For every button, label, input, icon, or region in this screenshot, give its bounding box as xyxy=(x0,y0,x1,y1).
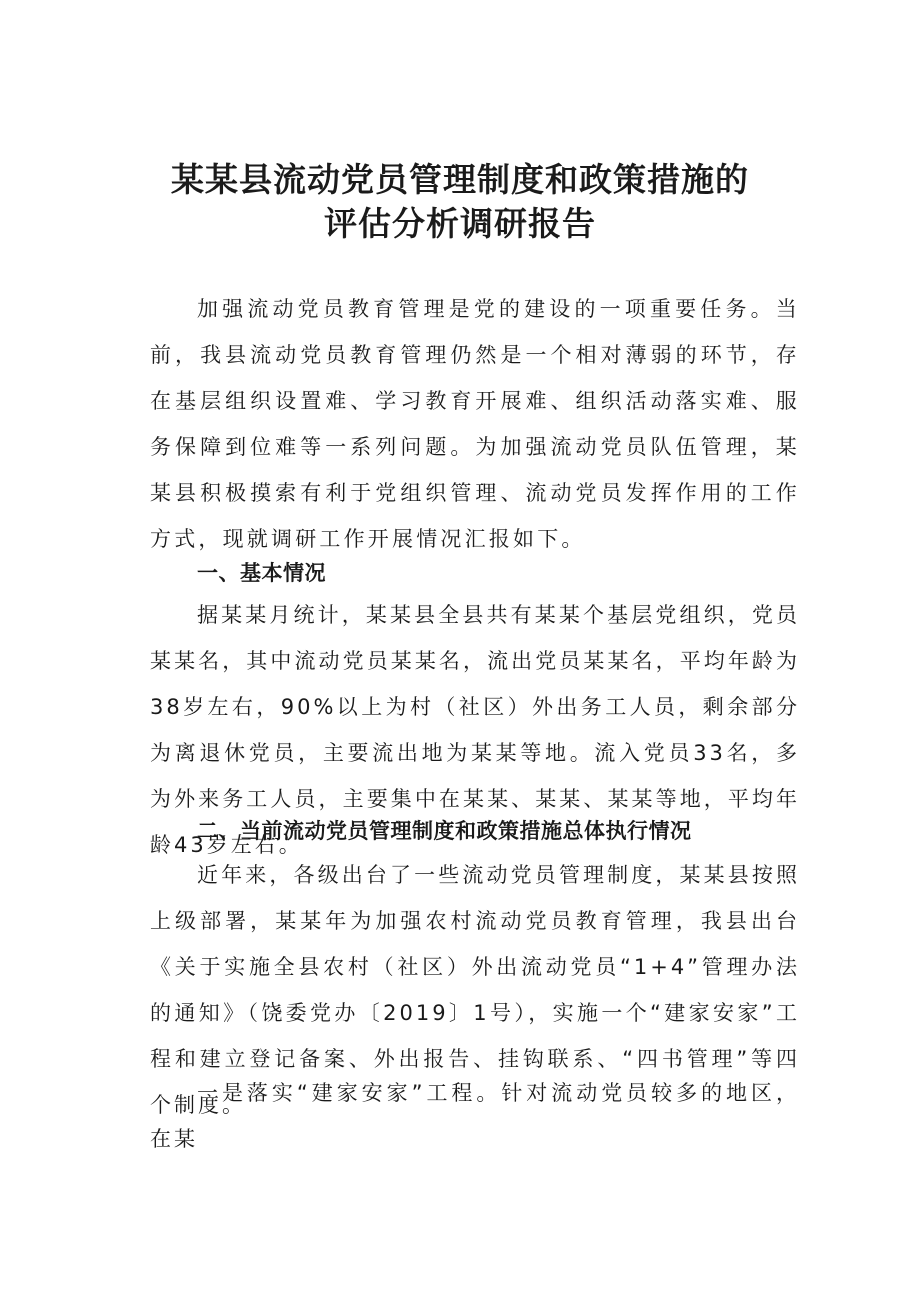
section-heading-implementation: 二、当前流动党员管理制度和政策措施总体执行情况 xyxy=(197,819,692,843)
section-heading-1-wrap xyxy=(150,550,800,596)
document-title-line-1: 某某县流动党员管理制度和政策措施的 xyxy=(171,160,749,199)
measure-one-section xyxy=(150,1070,800,1162)
document-title-line-2: 评估分析调研报告 xyxy=(324,204,596,243)
implementation-paragraph: 近年来，各级出台了一些流动党员管理制度，某某县按照上级部署，某某年为加强农村流动党员教育管理，我县出台《关于实施全县农村（社区）外出流动党员“1+4”管理办法的通知》（饶委党办〔2019〕1号），实施一个“建家安家”工程和建立登记备案、外出报告、挂钩联系、“四书管理”等四个制度。 xyxy=(150,863,800,1117)
section-heading-basic-situation: 一、基本情况 xyxy=(197,561,326,585)
section-heading-2-wrap xyxy=(150,808,800,854)
measure-one-paragraph: 一是落实“建家安家”工程。针对流动党员较多的地区，在某 xyxy=(150,1081,800,1151)
intro-paragraph: 加强流动党员教育管理是党的建设的一项重要任务。当前，我县流动党员教育管理仍然是一个相对薄弱的环节，存在基层组织设置难、学习教育开展难、组织活动落实难、服务保障到位难等一系列问题。为加强流动党员队伍管理，某某县积极摸索有利于党组织管理、流动党员发挥作用的工作方式，现就调研工作开展情况汇报如下。 xyxy=(150,297,800,551)
intro-section xyxy=(150,286,800,562)
basic-situation-paragraph: 据某某月统计，某某县全县共有某某个基层党组织，党员某某名，其中流动党员某某名，流出党员某某名，平均年龄为38岁左右，90%以上为村（社区）外出务工人员，剩余部分为离退休党员，主要流出地为某某等地。流入党员33名，多为外来务工人员，主要集中在某某、某某、某某等地，平均年龄43岁左右。 xyxy=(150,603,800,857)
